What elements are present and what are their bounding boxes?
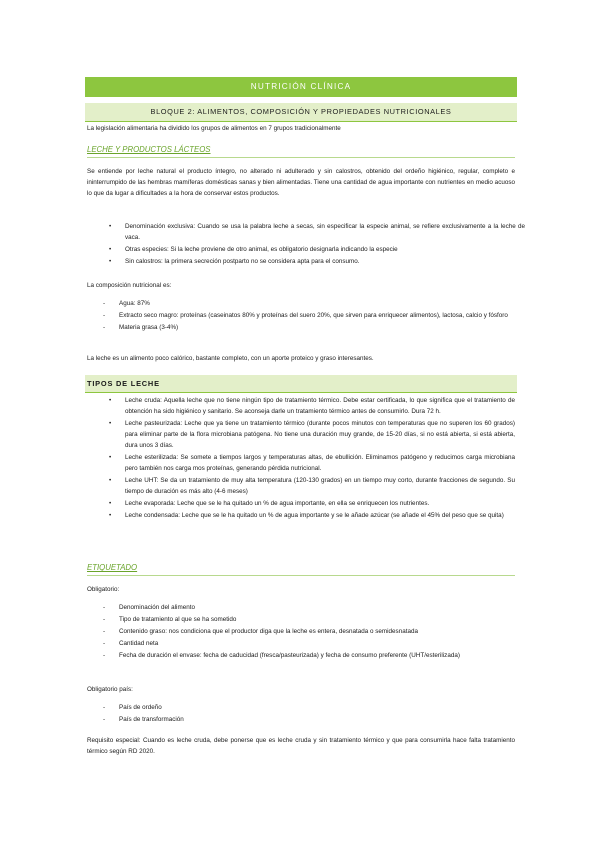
list-item: - Tipo de tratamiento al que se ha sometido [119, 615, 515, 626]
list-item: • Leche esterilizada: Se somete a tiempos largos y temperaturas altas, de ebullición. Eliminamos patógeno y reducimos carga microbiana pero también nos carga mos proteínas, generando pérdida nutricional. [109, 453, 515, 472]
obligatorio-label: Obligatorio: [87, 586, 120, 593]
section-heading-etiquetado-text: ETIQUETADO [87, 563, 138, 572]
leche-rules-list [109, 222, 525, 269]
list-item: - Agua: 87% [119, 299, 515, 310]
bullet-icon: • [109, 476, 112, 484]
section-heading-leche-text: LECHE Y PRODUCTOS LÁCTEOS [87, 145, 211, 154]
section-heading-tipos: TIPOS DE LECHE [85, 375, 517, 393]
list-item: • Leche UHT: Se da un tratamiento de muy alta temperatura (120-130 grados) en un tiempo muy corto, durante fracciones de segundo. Su tiempo de duración es más alto (4-6 meses) [109, 476, 515, 495]
list-item: - Materia grasa (3-4%) [119, 323, 515, 334]
list-item: • Leche evaporada: Leche que se le ha quitado un % de agua importante, en ella se enriquecen los nutrientes. [125, 499, 515, 510]
block-title: BLOQUE 2: ALIMENTOS, COMPOSICIÓN Y PROPIEDADES NUTRICIONALES [85, 103, 517, 122]
bullet-icon: • [109, 245, 112, 253]
list-item: • Leche cruda: Aquella leche que no tiene ningún tipo de tratamiento térmico. Debe estar certificada, lo que significa que el tratamiento de obtención ha sido higiénico y sanitario. Se aconseja darle un tratamiento térmico antes de consumirlo. Dura 72 h. [109, 397, 515, 415]
pais-list [103, 703, 515, 727]
pais-label: Obligatorio país: [87, 686, 133, 693]
list-item: • Sin calostros: la primera secreción postparto no se considera apta para el consumo. [125, 257, 525, 268]
dash-icon: - [103, 300, 106, 307]
section-heading-leche [87, 144, 515, 158]
composition-label: La composición nutricional es: [87, 282, 172, 289]
bullet-icon: • [109, 223, 112, 230]
list-item: • Otras especies: Si la leche proviene de otro animal, es obligatorio designarla indicando la especie [125, 245, 525, 256]
dash-icon: - [103, 312, 106, 319]
list-item: • Denominación exclusiva: Cuando se usa la palabra leche a secas, sin especificar la especie animal, se refiere exclusivamente a la leche de vaca. [109, 223, 525, 241]
section-heading-etiquetado [87, 562, 515, 576]
list-item: - Fecha de duración el envase: fecha de caducidad (fresca/pasteurizada) y fecha de consumo preferente (UHT/esterilizada) [119, 651, 515, 662]
dash-icon: - [103, 652, 106, 659]
bullet-icon: • [109, 499, 112, 507]
leche-summary: La leche es un alimento poco calórico, bastante completo, con un aporte proteico y graso interesantes. [87, 355, 374, 362]
dash-icon: - [103, 628, 106, 635]
list-item: - Extracto seco magro: proteínas (caseinatos 80% y proteínas del suero 20%, que sirven para enriquecer alimentos), lactosa, calcio y fósforo [119, 311, 515, 322]
list-item: - Cantidad neta [119, 639, 515, 650]
dash-icon: - [103, 640, 106, 647]
dash-icon: - [103, 704, 106, 711]
bullet-icon: • [109, 397, 112, 404]
bullet-icon: • [109, 419, 112, 427]
bullet-icon: • [109, 453, 112, 461]
dash-icon: - [103, 604, 106, 611]
tipos-list [109, 396, 515, 523]
list-item: - Denominación del alimento [119, 603, 515, 614]
course-banner: NUTRICIÓN CLÍNICA [85, 77, 517, 97]
dash-icon: - [103, 616, 106, 623]
leche-definition: Se entiende por leche natural el producto íntegro, no alterado ni adulterado y sin calostros, obtenido del ordeño higiénico, regular, completo e ininterrumpido de las hembras mamíferas domésticas sanas y bien alimentadas. Tiene una cantidad de agua importante con nutrientes en medio acuoso lo que da lugar a dificultades a la hora de conservar estos productos. [87, 168, 515, 197]
list-item: • Leche condensada: Leche que se le ha quitado un % de agua importante y se le añade azúcar (se añade el 45% del peso que se quita) [125, 511, 515, 522]
dash-icon: - [103, 324, 106, 331]
list-item: - País de ordeño [119, 703, 515, 714]
list-item: - Contenido graso: nos condiciona que el productor diga que la leche es entera, desnatada o semidesnatada [119, 627, 515, 638]
intro-text: La legislación alimentaria ha dividido los grupos de alimentos en 7 grupos tradicionalmente [87, 125, 341, 132]
list-item: - País de transformación [119, 715, 515, 726]
bullet-icon: • [109, 511, 112, 519]
dash-icon: - [103, 716, 106, 723]
obligatorio-list [103, 603, 515, 663]
bullet-icon: • [109, 257, 112, 265]
composition-list [103, 299, 515, 335]
requisito-especial: Requisito especial: Cuando es leche cruda, debe ponerse que es leche cruda y sin tratamiento térmico y que para consumirla hace falta tratamiento térmico según RD 2020. [87, 737, 515, 755]
list-item: • Leche pasteurizada: Leche que ya tiene un tratamiento térmico (durante pocos minutos con temperaturas que no superen los 60 grados) para eliminar parte de la flora microbiana patógena. No tiene una duración muy grande, de 15-20 días, si no está abierta, si está abierta, dura unos 3 días. [109, 419, 515, 449]
